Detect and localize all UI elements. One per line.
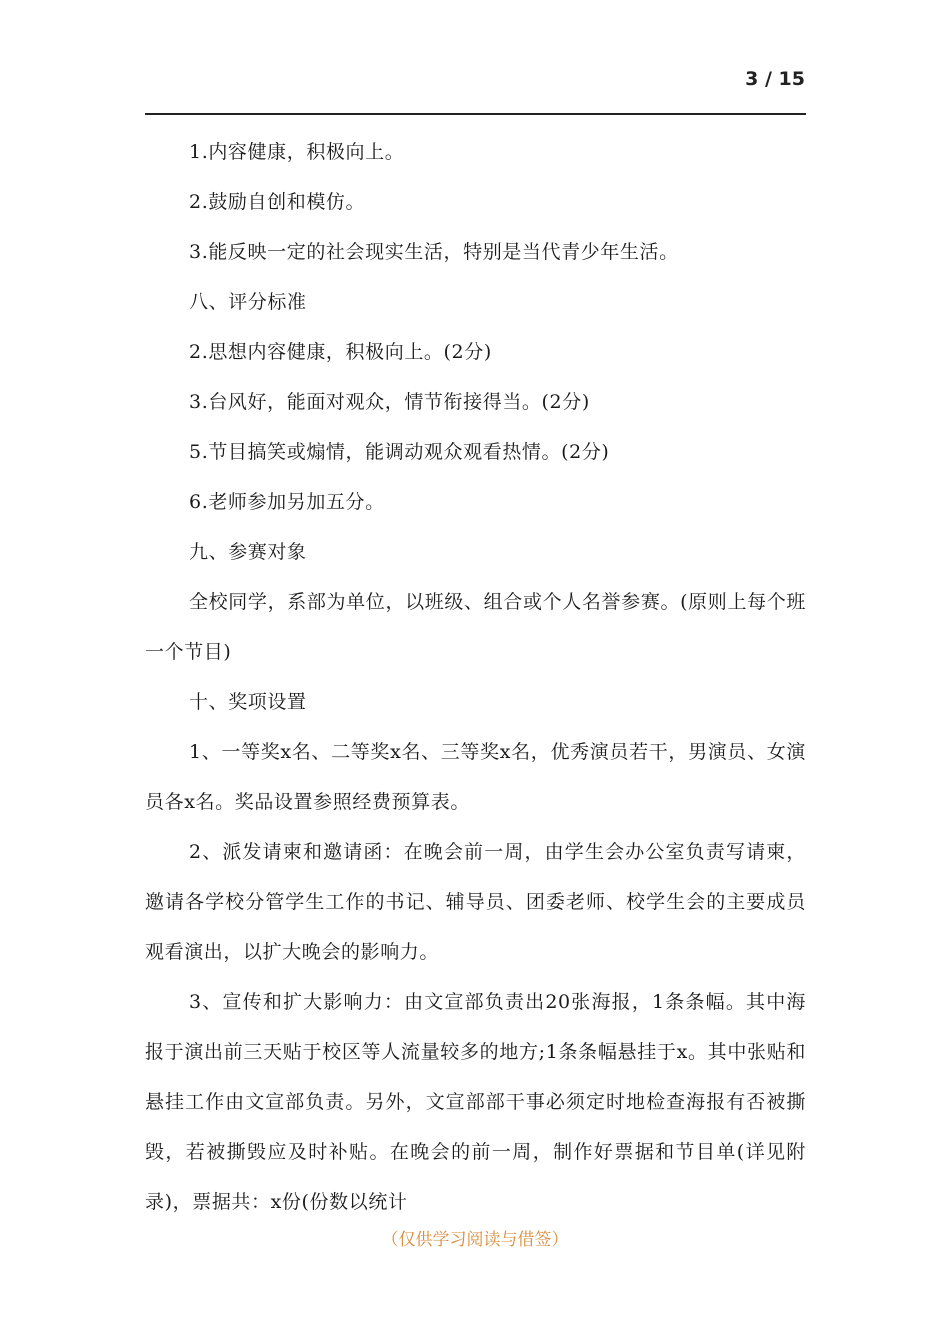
paragraph: 3.能反映一定的社会现实生活，特别是当代青少年生活。 bbox=[189, 241, 679, 263]
paragraph: 5.节目搞笑或煽情，能调动观众观看热情。(2分) bbox=[189, 441, 610, 463]
paragraph: 全校同学，系部为单位，以班级、组合或个人名誉参赛。(原则上每个班一个节目) bbox=[145, 591, 806, 663]
document-body bbox=[145, 127, 806, 1227]
footer-note: （仅供学习阅读与借签） bbox=[381, 1230, 569, 1250]
page-number: 3 / 15 bbox=[745, 68, 805, 90]
section-heading: 十、奖项设置 bbox=[189, 691, 307, 713]
section-heading: 九、参赛对象 bbox=[189, 541, 307, 563]
header-divider bbox=[145, 113, 806, 115]
paragraph: 1、一等奖x名、二等奖x名、三等奖x名，优秀演员若干，男演员、女演员各x名。奖品设置参照经费预算表。 bbox=[145, 741, 806, 813]
paragraph: 1.内容健康，积极向上。 bbox=[189, 141, 405, 163]
paragraph: 2.思想内容健康，积极向上。(2分) bbox=[189, 341, 492, 363]
section-heading: 八、评分标准 bbox=[189, 291, 307, 313]
paragraph: 6.老师参加另加五分。 bbox=[189, 491, 385, 513]
paragraph: 3.台风好，能面对观众，情节衔接得当。(2分) bbox=[189, 391, 590, 413]
paragraph: 3、宣传和扩大影响力：由文宣部负责出20张海报，1条条幅。其中海报于演出前三天贴于校区等人流量较多的地方;1条条幅悬挂于x。其中张贴和悬挂工作由文宣部负责。另外，文宣部部干事必须定时地检查海报有否被撕毁，若被撕毁应及时补贴。在晚会的前一周，制作好票据和节目单(详见附录)，票据共：x份(份数以统计 bbox=[145, 991, 806, 1213]
paragraph: 2.鼓励自创和模仿。 bbox=[189, 191, 366, 213]
paragraph: 2、派发请柬和邀请函：在晚会前一周，由学生会办公室负责写请柬，邀请各学校分管学生工作的书记、辅导员、团委老师、校学生会的主要成员观看演出，以扩大晚会的影响力。 bbox=[145, 841, 806, 963]
